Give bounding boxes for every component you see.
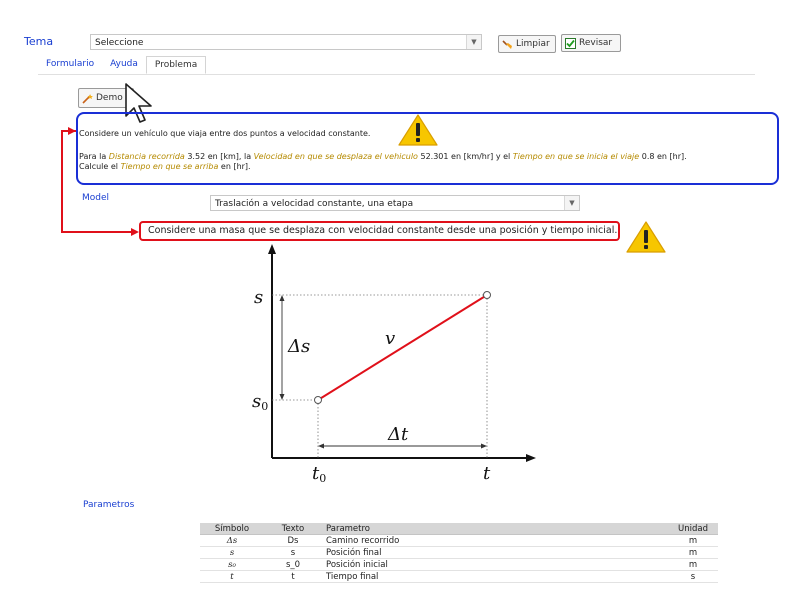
table-header-row — [200, 523, 718, 535]
problem-text: Para la — [79, 152, 109, 161]
label-s0-base: s — [252, 391, 262, 412]
arrow-head-icon — [268, 244, 276, 254]
parameters-table — [200, 523, 718, 583]
trajectory-line — [318, 295, 487, 400]
model-select-value: Traslación a velocidad constante, una etapa — [215, 199, 414, 209]
label-s0 — [252, 391, 268, 413]
variable-tiempo-arribo: Tiempo en que se arriba — [120, 162, 219, 171]
label-t0-sub: 0 — [319, 472, 327, 485]
arrow-head-icon — [131, 228, 139, 236]
label-delta-s: Δs — [288, 336, 311, 357]
cell-unit: m — [668, 535, 718, 547]
col-parametro: Parametro — [322, 523, 668, 535]
table-row — [200, 535, 718, 547]
problem-text: 3.52 en [km], la — [184, 152, 254, 161]
cell-text: s_0 — [264, 559, 322, 571]
arrow-head-icon — [68, 127, 76, 135]
cell-unit: m — [668, 547, 718, 559]
start-point — [315, 397, 322, 404]
problem-line-1: Considere un vehículo que viaja entre dos puntos a velocidad constante. — [79, 129, 371, 138]
label-delta-t: Δt — [388, 424, 409, 445]
cell-param: Tiempo final — [322, 571, 668, 583]
cell-text: Ds — [264, 535, 322, 547]
problem-text: Calcule el — [79, 162, 121, 171]
label-v: v — [385, 328, 396, 349]
col-unidad: Unidad — [668, 523, 718, 535]
table-row — [200, 547, 718, 559]
label-t: t — [483, 463, 491, 484]
label-s: s — [254, 287, 264, 308]
end-point — [484, 292, 491, 299]
chevron-down-icon: ▼ — [564, 196, 579, 210]
motion-diagram — [230, 240, 550, 490]
label-t0 — [312, 463, 326, 485]
cell-unit: s — [668, 571, 718, 583]
demo-label: Demo — [96, 93, 123, 103]
tab-formulario[interactable]: Formulario — [46, 59, 95, 69]
label-s0-sub: 0 — [261, 400, 269, 413]
cell-symbol: s₀ — [200, 559, 264, 571]
arrow-head-icon — [526, 454, 536, 462]
cell-symbol: s — [200, 547, 264, 559]
cell-param: Posición inicial — [322, 559, 668, 571]
limpiar-label: Limpiar — [516, 39, 550, 49]
problem-text: 52.301 en [km/hr] y el — [417, 152, 513, 161]
problem-text: en [hr]. — [218, 162, 251, 171]
cell-text: s — [264, 547, 322, 559]
col-simbolo: Símbolo — [200, 523, 264, 535]
tab-problema[interactable]: Problema — [146, 56, 206, 74]
variable-velocidad: Velocidad en que se desplaza el vehiculo — [253, 152, 418, 161]
revisar-label: Revisar — [579, 38, 613, 48]
cell-param: Camino recorrido — [322, 535, 668, 547]
table-row — [200, 571, 718, 583]
tema-label: Tema — [24, 35, 54, 48]
cell-unit: m — [668, 559, 718, 571]
warning-icon — [626, 221, 666, 253]
cell-symbol: t — [200, 571, 264, 583]
model-label: Model — [82, 193, 110, 203]
tab-ayuda[interactable]: Ayuda — [110, 59, 138, 69]
cell-symbol: Δs — [200, 535, 264, 547]
chevron-down-icon: ▼ — [466, 35, 481, 49]
tema-select-value: Seleccione — [95, 38, 144, 48]
cell-text: t — [264, 571, 322, 583]
table-row — [200, 559, 718, 571]
model-description: Considere una masa que se desplaza con velocidad constante desde una posición y tiempo inicial. — [139, 221, 620, 241]
variable-distancia: Distancia recorrida — [108, 152, 185, 161]
problem-text: 0.8 en [hr]. — [639, 152, 687, 161]
cell-param: Posición final — [322, 547, 668, 559]
col-texto: Texto — [264, 523, 322, 535]
variable-tiempo-inicio: Tiempo en que se inicia el viaje — [512, 152, 640, 161]
label-t0-base: t — [312, 463, 320, 484]
parametros-label: Parametros — [83, 500, 135, 510]
